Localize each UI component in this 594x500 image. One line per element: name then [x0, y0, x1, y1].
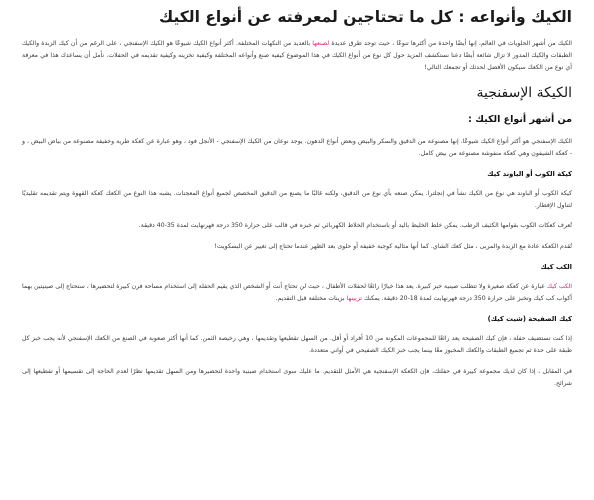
cupcake-text-end: بزينات مختلفة قبل التقديم.: [275, 295, 347, 303]
sheet-cake-paragraph-1: إذا كنت تستضيف حفلة ، فإن كيك الصفيحة يعد رائعًا للمجموعات المكونة من 10 أفراد أو أقل. من السهل تقطيعها وتقديمها ، وهي رخيصة الثمن. كما أنها أكثر صعوبة في الصنع من الكعك الإسفنجي لأنه يجب خبز كل طبقة على حدة ثم تجميع الطبقات والكعك المخبوز معًا بينما يجب خبز الكيك الصفيحي في أواني متعددة.: [22, 335, 573, 355]
cupcake-link[interactable]: الكب كيك: [546, 282, 572, 290]
section-heading-sponge: الكيكة الإسفنجية: [476, 84, 572, 101]
pound-cake-heading: كيكة الكوب أو الباوند كيك: [487, 170, 572, 179]
section-subheading-types: من أشهر أنواع الكيك :: [468, 113, 572, 125]
decorate-link[interactable]: تزيينها: [346, 295, 362, 303]
intro-text-after: بالعديد من النكهات المختلفة. أكثر أنواع الكيك شيوعًا هو الكيك الإسفنجي ، على الرغم من أن كيك الزبدة والكيك الطبقات والكيك المدور لا تزال شائعة أيضًا دعنا نستكشف المزيد حول كل نوع من أنواع الكيك في هذا الموضوع كيفية صنع وأنواعه المختلفة وكيفية تخزينه وكيفية تقديمه في الحفلات. نأمل أن يساعدك هذا في معرفة أي نوع من الكعك سيكون الأفضل لحدثك أو تجمعك التالي!: [22, 40, 572, 72]
pound-cake-paragraph-2: تُعرف كعكات الكوب بقوامها الكثيف الرطب. يمكن خلط الخليط باليد أو باستخدام الخلاط الكهربائي ثم خبزه في قالب على حرارة 350 درجة فهرنهايت لمدة 35-40 دقيقة.: [138, 222, 572, 230]
article-title: الكيك وأنواعه : كل ما تحتاجين لمعرفته عن أنواع الكيك: [159, 8, 572, 26]
cupcake-heading: الكب كيك: [540, 262, 572, 271]
cupcake-paragraph: [22, 281, 572, 305]
intro-paragraph: [22, 38, 572, 75]
pound-cake-paragraph-1: كيكة الكوب أو الباوند هي نوع من الكيك نشأ في إنجلترا. يمكن صنعه بأي نوع من الدقيق، ولكنه غالبًا ما يصنع من الدقيق المخصص لجميع أنواع المعجنات. يشبه هذا النوع من الكعك كعكة القهوة ويتم تقديمه تقليديًا لتناول الإفطار.: [22, 190, 572, 210]
sheet-cake-paragraph-2: في المقابل ، إذا كان لديك مجموعة كبيرة في حفلتك، فإن الكعكة الإسفنجية هي الأمثل للتقديم. ما عليك سوى استخدام صينية واحدة لتحضيرها ومن السهل تقديمها نظرًا لعدم الحاجة إلى تقسيمها أو تقطيعها إلى شرائح.: [22, 367, 572, 387]
cupcake-text: عبارة عن كعكة صغيرة ولا تتطلب صينية خبز كبيرة. يعد هذا خيارًا رائعًا لحفلات الأطفال ، حيث لن تحتاج أنت أو الشخص الذي يقيم الحفلة إلى استخدام مساحة فرن كبيرة لتحضيرها ، ستحتاج إلى صينيتين بهما أكواب كب كيك وتخبز على حرارة 350 درجة فهرنهايت لمدة 18-20 دقيقة. يمكنك: [22, 282, 572, 303]
sponge-paragraph: الكيك الإسفنجي هو أكثر أنواع الكيك شيوعًا. إنها مصنوعة من الدقيق والسكر والبيض وبعض أنواع الدهون. يوجد نوعان من الكيك الإسفنجي - الأنجل فود ، وهو عبارة عن كعكة طرية وخفيفة مصنوعة من بياض البيض ، و - كعكة الشيفون وهي كعكة منفوشة مصنوعة من بيض كامل.: [22, 137, 572, 157]
sheet-cake-heading: كيك الصفيحة (شيت كيك): [487, 315, 572, 324]
intro-text-before: الكيك من أشهر الحلويات في العالم، إنها أيضًا واحدة من أكثرها تنوعًا ، حيث توجد طرق عديدة: [329, 40, 572, 47]
intro-link[interactable]: لصنعها: [312, 40, 330, 47]
pound-cake-paragraph-3: تُقدم الكعكة عادة مع الزبدة والمربى ، مثل كعك الشاي. كما أنها مثالية كوجبة خفيفة أو حلوى بعد الظهر عندما تحتاج إلى تغيير عن البسكويت!: [214, 242, 572, 250]
